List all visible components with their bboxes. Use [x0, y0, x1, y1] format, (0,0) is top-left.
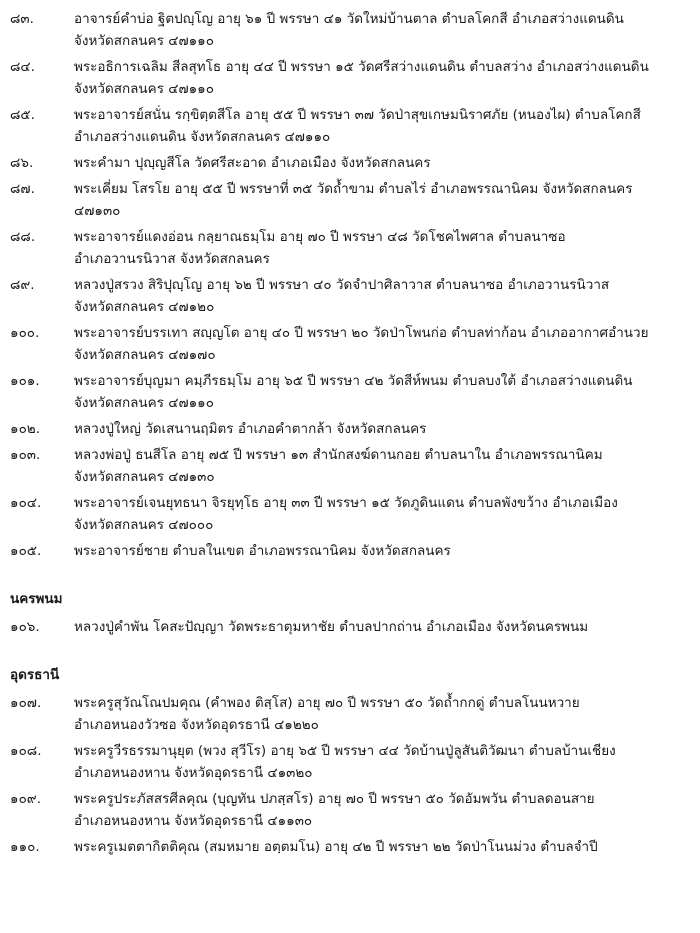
- list-item: [10, 740, 690, 784]
- entry-text: [74, 444, 690, 488]
- entry-text: [74, 788, 690, 832]
- entry-list-sakon-nakhon: [10, 8, 690, 562]
- entry-line: อำเภอหนองหาน จังหวัดอุดรธานี ๔๑๑๓๐: [74, 813, 313, 829]
- list-item: [10, 418, 690, 440]
- entry-text: [74, 616, 690, 638]
- entry-line: จังหวัดสกลนคร ๔๗๑๓๐: [74, 469, 215, 485]
- entry-line: จังหวัดสกลนคร ๔๗๐๐๐: [74, 517, 214, 533]
- entry-number: ๑๐๒.: [10, 421, 40, 437]
- list-item: [10, 322, 690, 366]
- list-item: [10, 540, 690, 562]
- entry-line: พระอาจารย์บรรเทา สญฺญโต อายุ ๔๐ ปี พรรษา ๒๐ วัดป่าโพนก่อ ตำบลท่าก้อน อำเภออากาศอำนวย: [74, 325, 649, 341]
- entry-text: [74, 418, 690, 440]
- entry-number: ๘๙.: [10, 277, 35, 293]
- entry-text: [74, 740, 690, 784]
- entry-line: หลวงปู่ใหญ่ วัดเสนานฤมิตร อำเภอคำตากล้า จังหวัดสกลนคร: [74, 421, 427, 437]
- entry-text: [74, 370, 690, 414]
- list-item: [10, 836, 690, 858]
- entry-list-nakhon-phanom: [10, 616, 690, 638]
- entry-text: [74, 152, 690, 174]
- entry-text: [74, 274, 690, 318]
- list-item: [10, 226, 690, 270]
- entry-number: ๑๐๖.: [10, 619, 40, 635]
- entry-text: [74, 692, 690, 736]
- entry-number: ๑๐๙.: [10, 791, 41, 807]
- entry-text: [74, 836, 690, 858]
- entry-text: [74, 178, 690, 222]
- entry-line: จังหวัดสกลนคร ๔๗๑๑๐: [74, 33, 214, 49]
- entry-line: พระครูประภัสสรศีลคุณ (บุญทัน ปภสฺสโร) อายุ ๗๐ ปี พรรษา ๕๐ วัดอัมพวัน ตำบลดอนสาย: [74, 791, 595, 807]
- entry-line: อำเภอสว่างแดนดิน จังหวัดสกลนคร ๔๗๑๑๐: [74, 129, 331, 145]
- entry-number: ๑๐๔.: [10, 495, 42, 511]
- entry-text: [74, 540, 690, 562]
- entry-number: ๑๐๓.: [10, 447, 41, 463]
- entry-number: ๑๐๑.: [10, 373, 40, 389]
- entry-number: ๑๐๘.: [10, 743, 42, 759]
- entry-line: พระเคี่ยม โสรโย อายุ ๕๕ ปี พรรษาที่ ๓๕ วัดถ้ำขาม ตำบลไร่ อำเภอพรรณานิคม จังหวัดสกลนคร: [74, 181, 633, 197]
- entry-line: อาจารย์คำบ่อ ฐิตปญฺโญ อายุ ๖๑ ปี พรรษา ๔๑ วัดใหม่บ้านตาล ตำบลโคกสี อำเภอสว่างแดนดิน: [74, 11, 624, 27]
- entry-text: [74, 56, 690, 100]
- entry-line: จังหวัดสกลนคร ๔๗๑๗๐: [74, 347, 216, 363]
- list-item: [10, 370, 690, 414]
- entry-line: อำเภอวานรนิวาส จังหวัดสกลนคร: [74, 251, 270, 267]
- entry-number: ๑๐๕.: [10, 543, 42, 559]
- list-item: [10, 692, 690, 736]
- list-item: [10, 56, 690, 100]
- entry-number: ๑๐๐.: [10, 325, 40, 341]
- entry-line: อำเภอหนองหาน จังหวัดอุดรธานี ๔๑๓๒๐: [74, 765, 313, 781]
- entry-number: ๑๐๗.: [10, 695, 42, 711]
- list-item: [10, 616, 690, 638]
- entry-list-udon-thani: [10, 692, 690, 858]
- section-heading-udon-thani: อุดรธานี: [10, 667, 60, 683]
- list-item: [10, 788, 690, 832]
- entry-number: ๑๑๐.: [10, 839, 40, 855]
- entry-line: จังหวัดสกลนคร ๔๗๑๒๐: [74, 299, 215, 315]
- entry-text: [74, 322, 690, 366]
- entry-number: ๘๓.: [10, 11, 34, 27]
- entry-text: [74, 104, 690, 148]
- entry-line: จังหวัดสกลนคร ๔๗๑๑๐: [74, 395, 214, 411]
- entry-line: พระครูสุวัณโณปมคุณ (คำพอง ติสฺโส) อายุ ๗๐ ปี พรรษา ๕๐ วัดถ้ำกกดู่ ตำบลโนนหวาย: [74, 695, 580, 711]
- entry-line: หลวงพ่อปู่ ธนสีโล อายุ ๗๕ ปี พรรษา ๑๓ สำนักสงฆ์ดานกอย ตำบลนาใน อำเภอพรรณานิคม: [74, 447, 603, 463]
- entry-line: พระครูวีรธรรมานุยุต (พวง สุวีโร) อายุ ๖๕ ปี พรรษา ๔๔ วัดบ้านปู่ลูสันติวัฒนา ตำบลบ้านเชียง: [74, 743, 616, 759]
- list-item: [10, 444, 690, 488]
- entry-text: [74, 492, 690, 536]
- entry-number: ๘๘.: [10, 229, 36, 245]
- list-item: [10, 152, 690, 174]
- entry-line: พระอาจารย์แดงอ่อน กลฺยาณธมฺโม อายุ ๗๐ ปี พรรษา ๔๘ วัดโชคไพศาล ตำบลนาซอ: [74, 229, 566, 245]
- entry-number: ๘๖.: [10, 155, 34, 171]
- section-heading-nakhon-phanom: นครพนม: [10, 591, 63, 607]
- entry-text: [74, 226, 690, 270]
- entry-number: ๘๕.: [10, 107, 35, 123]
- list-item: [10, 274, 690, 318]
- entry-number: ๘๗.: [10, 181, 35, 197]
- list-item: [10, 104, 690, 148]
- entry-line: หลวงปู่คำพัน โคสะปัญฺญา วัดพระธาตุมหาชัย ตำบลปากถ่าน อำเภอเมือง จังหวัดนครพนม: [74, 619, 589, 635]
- entry-line: พระคำมา ปุญฺญสีโล วัดศรีสะอาด อำเภอเมือง จังหวัดสกลนคร: [74, 155, 431, 171]
- list-item: [10, 8, 690, 52]
- entry-line: พระครูเมตตากิตติคุณ (สมหมาย อตฺตมโน) อายุ ๔๒ ปี พรรษา ๒๒ วัดป่าโนนม่วง ตำบลจำปี: [74, 839, 598, 855]
- list-item: [10, 492, 690, 536]
- entry-line: จังหวัดสกลนคร ๔๗๑๑๐: [74, 81, 214, 97]
- entry-line: พระอาจารย์ชาย ตำบลในเขต อำเภอพรรณานิคม จังหวัดสกลนคร: [74, 543, 451, 559]
- entry-line: พระอาจารย์บุญมา คมฺภีรธมฺโม อายุ ๖๕ ปี พรรษา ๔๒ วัดสีห์พนม ตำบลบงใต้ อำเภอสว่างแดนดิน: [74, 373, 633, 389]
- entry-line: ๔๗๑๓๐: [74, 203, 121, 219]
- entry-line: หลวงปู่สรวง สิริปุญฺโญ อายุ ๖๒ ปี พรรษา ๔๐ วัดจำปาศิลาวาส ตำบลนาซอ อำเภอวานรนิวาส: [74, 277, 610, 293]
- entry-number: ๘๔.: [10, 59, 35, 75]
- entry-text: [74, 8, 690, 52]
- entry-line: พระอาจารย์สนั่น รกฺขิตฺตสีโล อายุ ๕๕ ปี พรรษา ๓๗ วัดป่าสุขเกษมนิราศภัย (หนองไผ) ตำบลโคกสี: [74, 107, 641, 123]
- entry-line: พระอาจารย์เจนยุทธนา จิรยุทฺโธ อายุ ๓๓ ปี พรรษา ๑๕ วัดภูดินแดน ตำบลพังขว้าง อำเภอเมือง: [74, 495, 618, 511]
- list-item: [10, 178, 690, 222]
- entry-line: อำเภอหนองวัวซอ จังหวัดอุดรธานี ๔๑๒๒๐: [74, 717, 319, 733]
- entry-line: พระอธิการเฉลิม สีลสุทโธ อายุ ๔๔ ปี พรรษา ๑๕ วัดศรีสว่างแดนดิน ตำบลสว่าง อำเภอสว่างแดนดิน: [74, 59, 649, 75]
